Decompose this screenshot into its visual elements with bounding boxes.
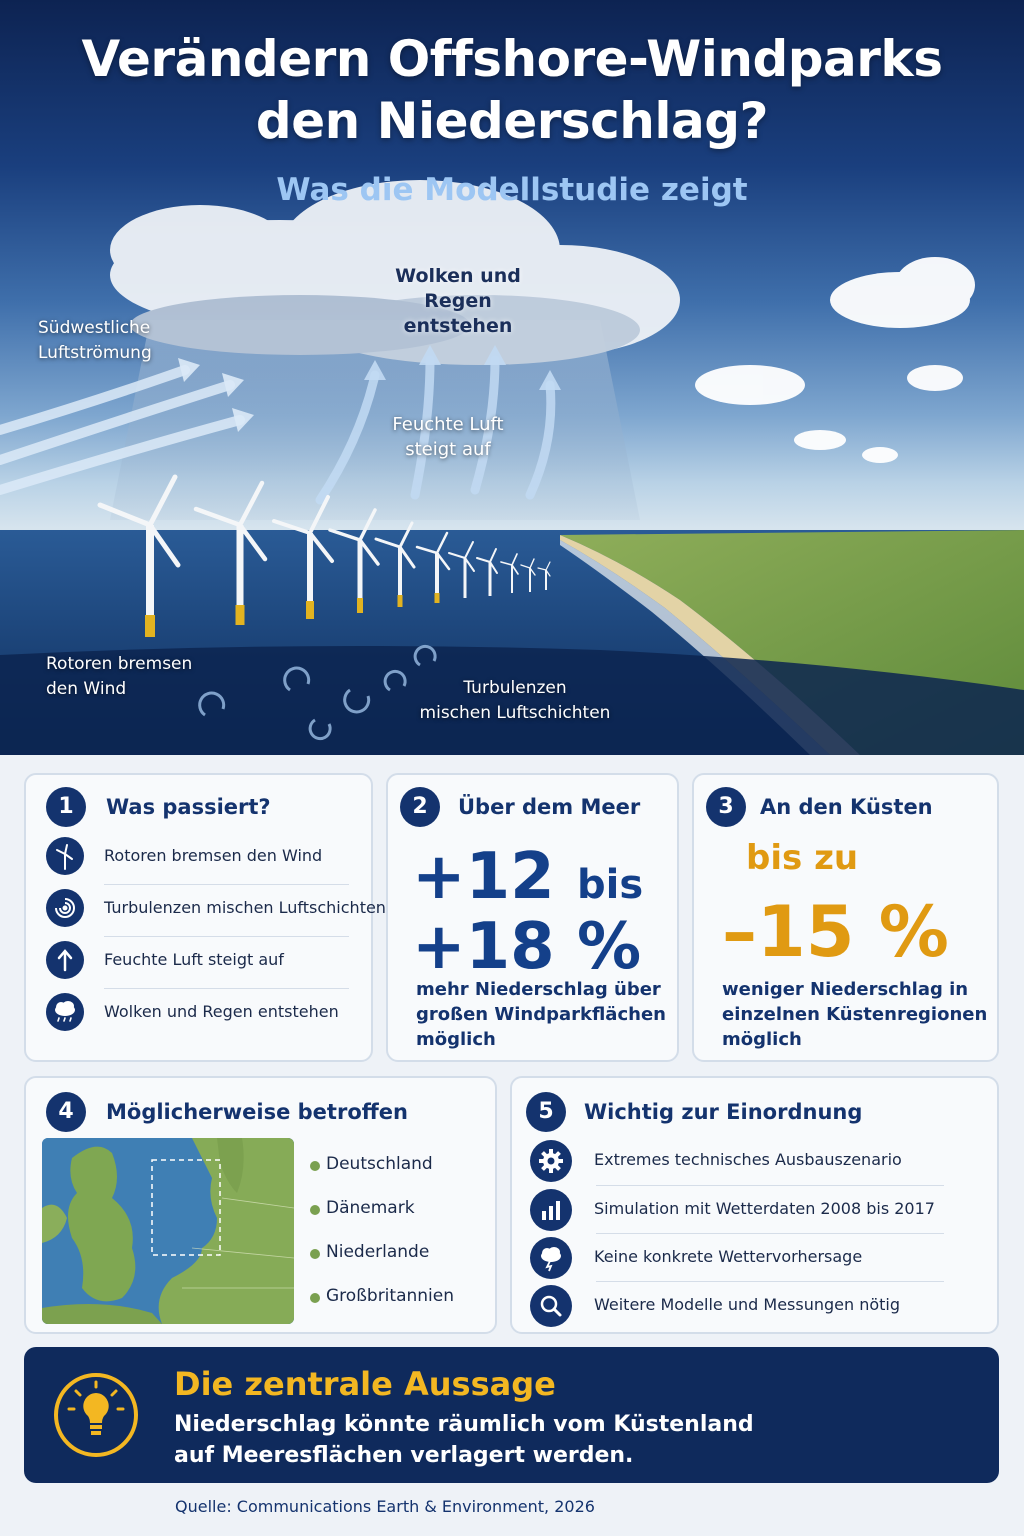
banner-title: Die zentrale Aussage bbox=[174, 1365, 556, 1403]
country-item: Niederlande bbox=[326, 1242, 430, 1262]
storm-cloud-icon bbox=[530, 1237, 572, 1279]
card-number: 1 bbox=[46, 787, 86, 827]
card-title: Möglicherweise betroffen bbox=[106, 1100, 408, 1124]
card-title: Wichtig zur Einordnung bbox=[584, 1100, 863, 1124]
step-item bbox=[44, 883, 386, 935]
wind-turbine-icon bbox=[46, 837, 84, 875]
card-context bbox=[510, 1076, 999, 1334]
country-item: Dänemark bbox=[326, 1198, 415, 1218]
desc-line: großen Windparkflächen bbox=[416, 1004, 666, 1025]
arrow-up-icon bbox=[46, 941, 84, 979]
label-rise-line2: steigt auf bbox=[405, 439, 491, 460]
label-clouds-line1: Wolken und bbox=[395, 265, 521, 287]
card-number: 4 bbox=[46, 1092, 86, 1132]
magnifier-icon bbox=[530, 1285, 572, 1327]
lightbulb-icon bbox=[50, 1369, 142, 1461]
step-label: Wolken und Regen entstehen bbox=[104, 1002, 339, 1021]
card-what-happens bbox=[24, 773, 386, 1062]
bullet-dot bbox=[310, 1293, 320, 1303]
label-rotors-line2: den Wind bbox=[46, 679, 127, 699]
increase-value-low bbox=[412, 840, 644, 914]
card-number: 5 bbox=[526, 1092, 566, 1132]
step-label: Feuchte Luft steigt auf bbox=[104, 950, 284, 969]
subtitle: Was die Modellstudie zeigt bbox=[276, 172, 748, 208]
label-turbulence-line2: mischen Luftschichten bbox=[419, 703, 611, 723]
desc-line: einzelnen Küstenregionen bbox=[722, 1004, 988, 1025]
bullet-dot bbox=[310, 1161, 320, 1171]
card-coasts bbox=[692, 773, 999, 1062]
context-label: Keine konkrete Wettervorhersage bbox=[594, 1247, 863, 1266]
step-item bbox=[44, 935, 352, 987]
bullet-dot bbox=[310, 1249, 320, 1259]
context-item bbox=[528, 1185, 948, 1233]
context-item bbox=[528, 1281, 948, 1329]
desc-line: weniger Niederschlag in bbox=[722, 979, 969, 1000]
label-airflow-line1: Südwestliche bbox=[38, 318, 151, 338]
step-item bbox=[44, 831, 352, 883]
label-airflow bbox=[38, 316, 152, 366]
desc-line: möglich bbox=[416, 1029, 496, 1050]
card-title: Was passiert? bbox=[106, 795, 271, 819]
step-item bbox=[44, 987, 352, 1039]
label-clouds bbox=[368, 264, 548, 339]
title-line-1: Verändern Offshore-Windparks bbox=[81, 30, 943, 88]
decrease-description bbox=[722, 977, 987, 1052]
desc-line: möglich bbox=[722, 1029, 802, 1050]
label-turbulence bbox=[415, 676, 615, 726]
country-item: Großbritannien bbox=[326, 1286, 454, 1306]
card-over-sea bbox=[386, 773, 679, 1062]
banner-text-line: Niederschlag könnte räumlich vom Küstenland bbox=[174, 1412, 754, 1437]
decrease-prefix: bis zu bbox=[746, 838, 859, 878]
context-item bbox=[528, 1136, 948, 1184]
card-title: An den Küsten bbox=[760, 795, 933, 819]
desc-line: mehr Niederschlag über bbox=[416, 979, 661, 1000]
rain-cloud-icon bbox=[46, 993, 84, 1031]
banner-text bbox=[174, 1409, 754, 1471]
region-map bbox=[42, 1138, 294, 1324]
label-rotors bbox=[46, 652, 192, 702]
main-title bbox=[0, 28, 1024, 152]
increase-range-word: bis bbox=[576, 862, 644, 908]
card-number: 2 bbox=[400, 787, 440, 827]
increase-low-number: +12 bbox=[412, 840, 555, 914]
bar-chart-icon bbox=[530, 1189, 572, 1231]
banner-text-line: auf Meeresflächen verlagert werden. bbox=[174, 1443, 634, 1468]
label-rise-line1: Feuchte Luft bbox=[392, 414, 504, 435]
swirl-icon bbox=[46, 889, 84, 927]
label-turbulence-line1: Turbulenzen bbox=[463, 678, 567, 698]
label-airflow-line2: Luftströmung bbox=[38, 343, 152, 363]
source-citation: Quelle: Communications Earth & Environment, 2026 bbox=[175, 1497, 595, 1516]
key-message-banner bbox=[24, 1347, 999, 1483]
gear-icon bbox=[530, 1140, 572, 1182]
label-rise bbox=[378, 412, 518, 462]
step-label: Rotoren bremsen den Wind bbox=[104, 846, 323, 865]
title-line-2: den Niederschlag? bbox=[255, 92, 769, 150]
bullet-dot bbox=[310, 1205, 320, 1215]
country-item: Deutschland bbox=[326, 1154, 433, 1174]
card-title: Über dem Meer bbox=[458, 795, 641, 819]
context-label: Weitere Modelle und Messungen nötig bbox=[594, 1295, 901, 1314]
context-item bbox=[528, 1233, 948, 1281]
context-label: Simulation mit Wetterdaten 2008 bis 2017 bbox=[594, 1199, 935, 1218]
north-sea-map bbox=[42, 1138, 294, 1324]
card-number: 3 bbox=[706, 787, 746, 827]
hero-illustration bbox=[0, 0, 1024, 755]
context-label: Extremes technisches Ausbauszenario bbox=[594, 1150, 902, 1169]
card-affected bbox=[24, 1076, 497, 1334]
increase-description bbox=[416, 977, 666, 1052]
label-clouds-line2: Regen entstehen bbox=[403, 290, 513, 337]
decrease-value: –15 % bbox=[722, 891, 949, 973]
increase-value-high: +18 % bbox=[412, 910, 642, 984]
step-label: Turbulenzen mischen Luftschichten bbox=[104, 898, 386, 917]
label-rotors-line1: Rotoren bremsen bbox=[46, 654, 193, 674]
